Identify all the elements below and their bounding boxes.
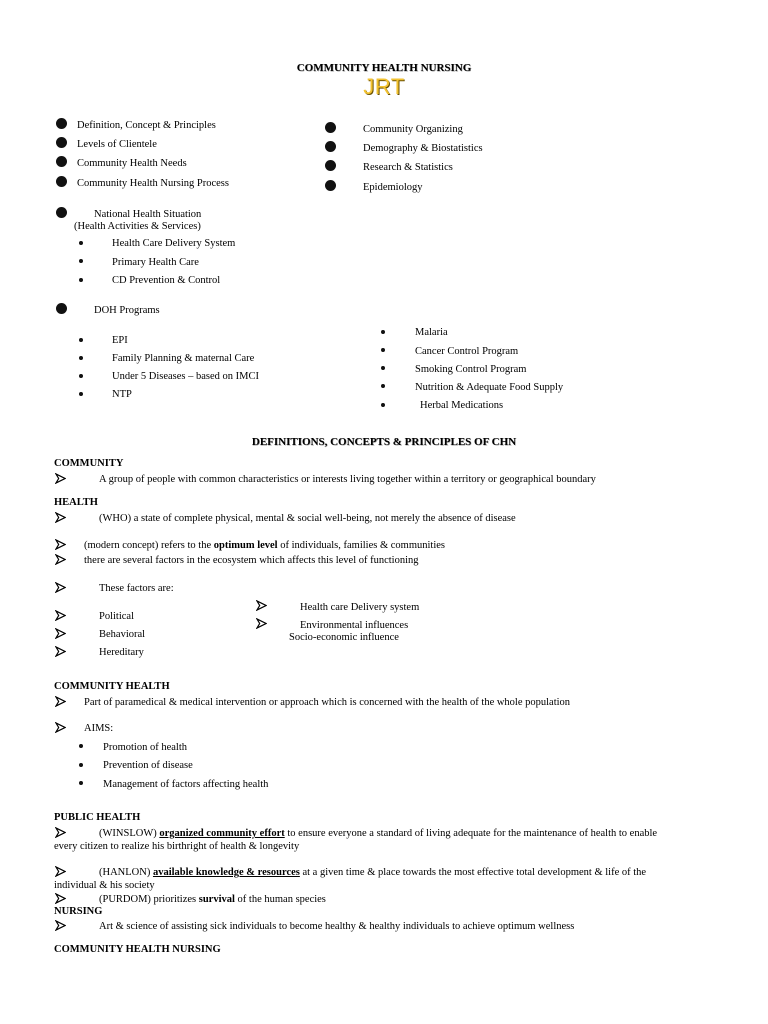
- small-bullet-icon: [381, 403, 385, 407]
- arrow-bullet-icon: [55, 628, 66, 639]
- small-bullet-icon: [381, 384, 385, 388]
- doh-item: EPI: [112, 335, 128, 346]
- factor-item: Environmental influences: [300, 620, 409, 631]
- public-health-hanlon-line2: individual & his society: [54, 880, 155, 891]
- factor-item: Political: [99, 611, 134, 622]
- toc-item-process: Community Health Nursing Process: [77, 178, 229, 189]
- toc-item-research: Research & Statistics: [363, 162, 453, 173]
- small-bullet-icon: [79, 781, 83, 785]
- bullet-dot-icon: [325, 180, 336, 191]
- doh-item: Malaria: [415, 327, 448, 338]
- arrow-bullet-icon: [55, 920, 66, 931]
- arrow-bullet-icon: [55, 893, 66, 904]
- bullet-dot-icon: [325, 160, 336, 171]
- bullet-dot-icon: [56, 303, 67, 314]
- doh-item: Herbal Medications: [420, 400, 504, 411]
- doh-item: NTP: [112, 389, 132, 400]
- bullet-dot-icon: [56, 156, 67, 167]
- aims-label: AIMS:: [84, 723, 114, 734]
- small-bullet-icon: [79, 241, 83, 245]
- factor-item: Socio-economic influence: [289, 632, 399, 643]
- nhs-subtitle: (Health Activities & Services): [74, 221, 201, 232]
- arrow-bullet-icon: [256, 618, 267, 629]
- factor-item: Hereditary: [99, 647, 144, 658]
- public-health-purdom: (PURDOM) prioritizes survival of the human species: [99, 894, 326, 905]
- toc-item-definition: Definition, Concept & Principles: [77, 120, 216, 131]
- arrow-bullet-icon: [55, 512, 66, 523]
- public-health-hanlon: (HANLON) available knowledge & resources at a given time & place towards the most effective total development & life of the: [99, 867, 647, 878]
- community-definition: A group of people with common characteristics or interests living together within a territory or geographical boundary: [99, 474, 596, 485]
- small-bullet-icon: [79, 278, 83, 282]
- doh-item: Under 5 Diseases – based on IMCI: [112, 371, 259, 382]
- small-bullet-icon: [381, 330, 385, 334]
- small-bullet-icon: [381, 348, 385, 352]
- arrow-bullet-icon: [55, 473, 66, 484]
- health-modern: (modern concept) refers to the optimum level of individuals, families & communities: [84, 540, 446, 551]
- arrow-bullet-icon: [55, 582, 66, 593]
- heading-public-health: PUBLIC HEALTH: [54, 812, 141, 823]
- heading-community-health: COMMUNITY HEALTH: [54, 681, 170, 692]
- nhs-item: Primary Health Care: [112, 257, 199, 268]
- small-bullet-icon: [381, 366, 385, 370]
- small-bullet-icon: [79, 356, 83, 360]
- bullet-dot-icon: [325, 141, 336, 152]
- aim-item: Promotion of health: [103, 742, 187, 753]
- bullet-dot-icon: [325, 122, 336, 133]
- bullet-dot-icon: [56, 207, 67, 218]
- factor-item: Behavioral: [99, 629, 146, 640]
- bullet-dot-icon: [56, 176, 67, 187]
- doh-item: Nutrition & Adequate Food Supply: [415, 382, 564, 393]
- nhs-item: CD Prevention & Control: [112, 275, 221, 286]
- aim-item: Prevention of disease: [103, 760, 193, 771]
- public-health-winslow-line2: every citizen to realize his birthright of health & longevity: [54, 841, 300, 852]
- small-bullet-icon: [79, 744, 83, 748]
- small-bullet-icon: [79, 374, 83, 378]
- factor-item: Health care Delivery system: [300, 602, 420, 613]
- health-factors-label: These factors are:: [99, 583, 174, 594]
- heading-chn: COMMUNITY HEALTH NURSING: [54, 944, 221, 955]
- nhs-title: National Health Situation: [94, 209, 202, 220]
- arrow-bullet-icon: [55, 646, 66, 657]
- arrow-bullet-icon: [55, 610, 66, 621]
- arrow-bullet-icon: [55, 539, 66, 550]
- toc-item-organizing: Community Organizing: [363, 124, 463, 135]
- arrow-bullet-icon: [55, 696, 66, 707]
- health-factors-intro: there are several factors in the ecosystem which affects this level of functioning: [84, 555, 419, 566]
- doh-item: Smoking Control Program: [415, 364, 527, 375]
- section-title: DEFINITIONS, CONCEPTS & PRINCIPLES OF CHN: [251, 436, 517, 448]
- bullet-dot-icon: [56, 118, 67, 129]
- arrow-bullet-icon: [55, 827, 66, 838]
- nhs-item: Health Care Delivery System: [112, 238, 236, 249]
- doh-item: Family Planning & maternal Care: [112, 353, 255, 364]
- community-health-definition: Part of paramedical & medical intervention or approach which is concerned with the health of the whole population: [84, 697, 571, 708]
- doh-item: Cancer Control Program: [415, 346, 519, 357]
- small-bullet-icon: [79, 259, 83, 263]
- health-who: (WHO) a state of complete physical, mental & social well-being, not merely the absence of disease: [99, 513, 516, 524]
- bullet-dot-icon: [56, 137, 67, 148]
- public-health-winslow: (WINSLOW) organized community effort to ensure everyone a standard of living adequate for the maintenance of health to enable: [99, 828, 658, 839]
- small-bullet-icon: [79, 392, 83, 396]
- arrow-bullet-icon: [55, 722, 66, 733]
- heading-community: COMMUNITY: [54, 458, 124, 469]
- aim-item: Management of factors affecting health: [103, 779, 269, 790]
- arrow-bullet-icon: [256, 600, 267, 611]
- nursing-definition: Art & science of assisting sick individuals to become healthy & healthy individuals to achieve optimum wellness: [99, 921, 575, 932]
- toc-item-demography: Demography & Biostatistics: [363, 143, 483, 154]
- toc-item-needs: Community Health Needs: [77, 158, 187, 169]
- arrow-bullet-icon: [55, 866, 66, 877]
- small-bullet-icon: [79, 338, 83, 342]
- arrow-bullet-icon: [55, 554, 66, 565]
- doh-title: DOH Programs: [94, 305, 160, 316]
- heading-nursing: NURSING: [54, 906, 103, 917]
- jrt-logo: JRT: [363, 74, 405, 99]
- heading-health: HEALTH: [54, 497, 98, 508]
- small-bullet-icon: [79, 763, 83, 767]
- toc-item-clientele: Levels of Clientele: [77, 139, 157, 150]
- page-title: COMMUNITY HEALTH NURSING: [296, 62, 472, 74]
- toc-item-epidemiology: Epidemiology: [363, 182, 423, 193]
